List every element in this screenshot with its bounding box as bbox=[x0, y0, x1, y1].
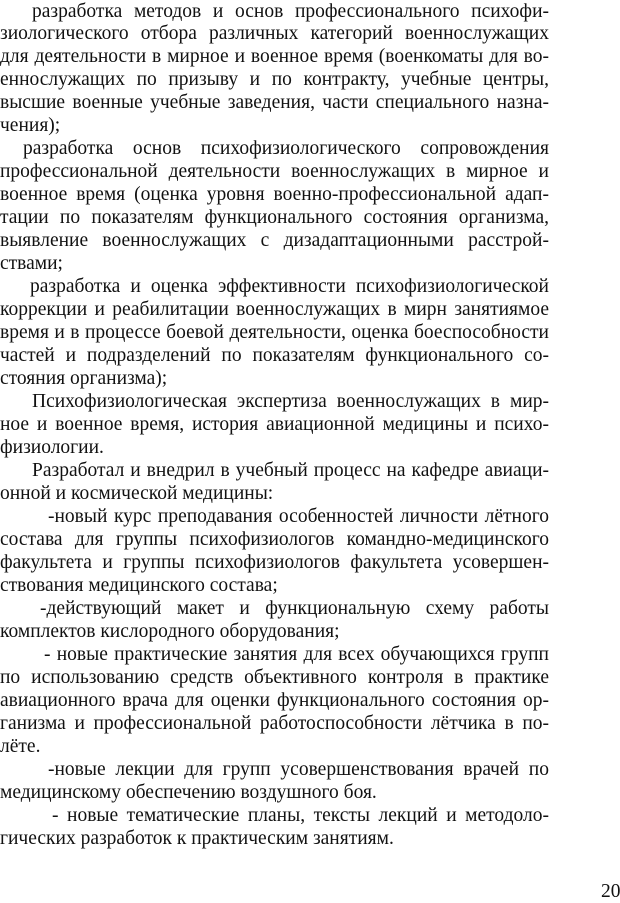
text-line: чения); bbox=[0, 115, 61, 136]
text-line: коррекции и реабилитации военнослужащих в мирн занятиямое bbox=[0, 299, 549, 320]
text-line: ствования медицинского состава; bbox=[0, 575, 278, 596]
text-line: -новый курс преподавания особенностей личности лётного bbox=[48, 506, 549, 527]
text-line: состава для группы психофизиологов командно-медицинского bbox=[0, 529, 549, 550]
text-line: по использованию средств объективного контроля в практике bbox=[0, 667, 549, 688]
text-line: частей и подразделений по показателям функционального со- bbox=[0, 345, 549, 366]
text-line: комплектов кислородного оборудования; bbox=[0, 621, 340, 642]
text-line: разработка методов и основ профессионального психофи- bbox=[32, 1, 549, 22]
text-line: еннослужащих по призыву и по контракту, учебные центры, bbox=[0, 69, 549, 90]
page-number: 20 bbox=[601, 881, 620, 902]
text-line: Разработал и внедрил в учебный процесс на кафедре авиаци- bbox=[32, 460, 549, 481]
text-line: - новые тематические планы, тексты лекций и методоло- bbox=[52, 805, 549, 826]
text-line: лёте. bbox=[0, 736, 41, 757]
text-line: для деятельности в мирное и военное время (военкоматы для во- bbox=[0, 46, 549, 67]
text-line: онной и космической медицины: bbox=[0, 483, 274, 504]
text-line: тации по показателям функционального состояния организма, bbox=[0, 207, 549, 228]
text-line: медицинскому обеспечению воздушного боя. bbox=[0, 782, 377, 803]
text-line: Психофизиологическая экспертиза военнослужащих в мир- bbox=[32, 391, 549, 412]
text-line: военное время (оценка уровня военно-профессиональной адап- bbox=[0, 184, 549, 205]
text-line: ствами; bbox=[0, 253, 63, 274]
text-line: время и в процессе боевой деятельности, оценка боеспособности bbox=[0, 322, 549, 343]
text-line: зиологического отбора различных категорий военнослужащих bbox=[0, 23, 549, 44]
text-line: разработка и оценка эффективности психофизиологической bbox=[30, 276, 549, 297]
text-line: разработка основ психофизиологического сопровождения bbox=[23, 138, 549, 159]
text-line: профессиональной деятельности военнослужащих в мирное и bbox=[0, 161, 549, 182]
text-line: ное и военное время, история авиационной медицины и психо- bbox=[0, 414, 549, 435]
text-line: физиологии. bbox=[0, 437, 104, 458]
text-line: факультета и группы психофизиологов факультета усовершен- bbox=[0, 552, 549, 573]
text-line: ганизма и профессиональной работоспособности лётчика в по- bbox=[0, 713, 549, 734]
text-line: стояния организма); bbox=[0, 368, 168, 389]
text-line: -действующий макет и функциональную схему работы bbox=[40, 598, 549, 619]
text-line: высшие военные учебные заведения, части специального назна- bbox=[0, 92, 549, 113]
text-line: авиационного врача для оценки функционального состояния ор- bbox=[0, 690, 549, 711]
text-line: выявление военнослужащих с дизадаптационными расстрой- bbox=[0, 230, 549, 251]
text-line: гических разработок к практическим занятиям. bbox=[0, 828, 394, 849]
text-line: - новые практические занятия для всех обучающихся групп bbox=[44, 644, 549, 665]
text-line: -новые лекции для групп усовершенствования врачей по bbox=[48, 759, 549, 780]
